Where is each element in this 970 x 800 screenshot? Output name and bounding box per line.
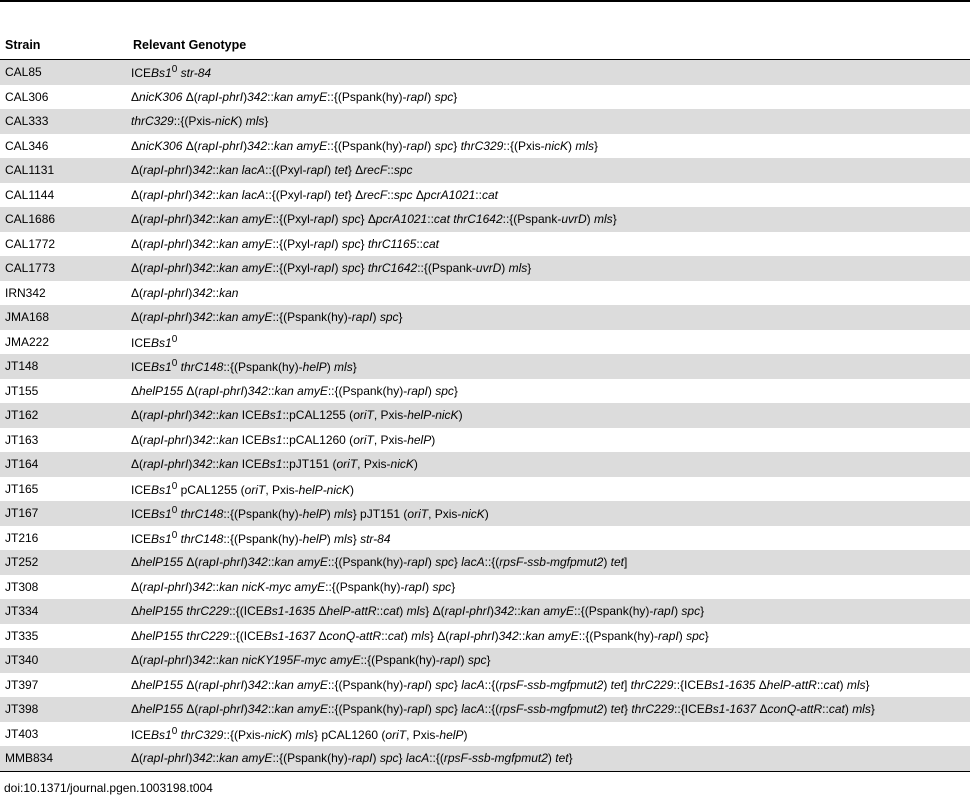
table-row xyxy=(0,550,970,575)
genotype-cell: Δ(rapI-phrI)342::kan amyE::{(Pspank(hy)-rapI) spc} xyxy=(128,305,970,330)
genotype-cell: Δ(rapI-phrI)342::kan ICEBs1::pJT151 (oriT, Pxis-nicK) xyxy=(128,452,970,477)
strain-cell: CAL306 xyxy=(0,85,128,110)
table-row xyxy=(0,85,970,110)
genotype-cell: Δ(rapI-phrI)342::kan xyxy=(128,281,970,306)
strain-cell: JT165 xyxy=(0,477,128,502)
strain-cell: CAL1144 xyxy=(0,183,128,208)
genotype-cell: ΔhelP155 Δ(rapI-phrI)342::kan amyE::{(Pspank(hy)-rapI) spc} xyxy=(128,379,970,404)
strain-cell: JT252 xyxy=(0,550,128,575)
strain-cell: JT163 xyxy=(0,428,128,453)
genotype-cell: thrC329::{(Pxis-nicK) mls} xyxy=(128,109,970,134)
genotype-cell: ΔnicK306 Δ(rapI-phrI)342::kan amyE::{(Pspank(hy)-rapI) spc} xyxy=(128,85,970,110)
header-strain: Strain xyxy=(0,30,128,60)
genotype-cell: Δ(rapI-phrI)342::kan ICEBs1::pCAL1260 (oriT, Pxis-helP) xyxy=(128,428,970,453)
genotype-cell: $ICEBs1^0$ thrC148::{(Pspank(hy)-helP) mls} str-84 xyxy=(128,526,970,551)
table-row xyxy=(0,746,970,771)
strain-table xyxy=(0,30,970,772)
table-row xyxy=(0,501,970,526)
strain-cell: JT398 xyxy=(0,697,128,722)
genotype-cell: Δ(rapI-phrI)342::kan amyE::{(Pspank(hy)-rapI) spc} lacA::{(rpsF-ssb-mgfpmut2) tet} xyxy=(128,746,970,771)
strain-cell: JT167 xyxy=(0,501,128,526)
genotype-cell: ΔhelP155 Δ(rapI-phrI)342::kan amyE::{(Pspank(hy)-rapI) spc} lacA::{(rpsF-ssb-mgfpmut2) tet] xyxy=(128,550,970,575)
genotype-cell: $ICEBs1^0$ str-84 xyxy=(128,60,970,85)
table-row xyxy=(0,624,970,649)
table-header xyxy=(0,30,970,60)
strain-cell: JT397 xyxy=(0,673,128,698)
genotype-cell: $ICEBs1^0$ pCAL1255 (oriT, Pxis-helP-nicK) xyxy=(128,477,970,502)
genotype-cell: Δ(rapI-phrI)342::kan amyE::{(Pxyl-rapI) spc} thrC1642::{(Pspank-uvrD) mls} xyxy=(128,256,970,281)
strain-cell: CAL1773 xyxy=(0,256,128,281)
table-row xyxy=(0,599,970,624)
strain-cell: CAL1131 xyxy=(0,158,128,183)
doi-caption: doi:10.1371/journal.pgen.1003198.t004 xyxy=(4,781,213,795)
strain-cell: CAL1772 xyxy=(0,232,128,257)
top-rule xyxy=(0,0,970,2)
strain-cell: JT162 xyxy=(0,403,128,428)
table-row xyxy=(0,134,970,159)
genotype-cell: $ICEBs1^0$ thrC148::{(Pspank(hy)-helP) mls} xyxy=(128,354,970,379)
strain-cell: JT308 xyxy=(0,575,128,600)
strain-cell: JT335 xyxy=(0,624,128,649)
table-row xyxy=(0,232,970,257)
table-row xyxy=(0,183,970,208)
header-relevant-genotype: Relevant Genotype xyxy=(128,30,970,60)
table-row xyxy=(0,109,970,134)
strain-cell: JT403 xyxy=(0,722,128,747)
table-row xyxy=(0,281,970,306)
strain-cell: JT216 xyxy=(0,526,128,551)
table-row xyxy=(0,158,970,183)
table-row xyxy=(0,477,970,502)
strain-cell: JT155 xyxy=(0,379,128,404)
genotype-cell: $ICEBs1^0$ xyxy=(128,330,970,355)
table-row xyxy=(0,403,970,428)
strain-cell: JMA222 xyxy=(0,330,128,355)
strain-cell: JT334 xyxy=(0,599,128,624)
table-row xyxy=(0,305,970,330)
strain-cell: CAL333 xyxy=(0,109,128,134)
header-row xyxy=(0,30,970,60)
genotype-cell: $ICEBs1^0$ thrC148::{(Pspank(hy)-helP) mls} pJT151 (oriT, Pxis-nicK) xyxy=(128,501,970,526)
table-row xyxy=(0,452,970,477)
genotype-cell: $ICEBs1^0$ thrC329::{(Pxis-nicK) mls} pCAL1260 (oriT, Pxis-helP) xyxy=(128,722,970,747)
strain-cell: JT148 xyxy=(0,354,128,379)
table-row xyxy=(0,648,970,673)
genotype-cell: Δ(rapI-phrI)342::kan nicKY195F-myc amyE::{(Pspank(hy)-rapI) spc} xyxy=(128,648,970,673)
table-body xyxy=(0,60,970,772)
genotype-cell: Δ(rapI-phrI)342::kan amyE::{(Pxyl-rapI) spc} thrC1165::cat xyxy=(128,232,970,257)
strain-cell: IRN342 xyxy=(0,281,128,306)
table-row xyxy=(0,526,970,551)
table-row xyxy=(0,256,970,281)
genotype-cell: ΔnicK306 Δ(rapI-phrI)342::kan amyE::{(Pspank(hy)-rapI) spc} thrC329::{(Pxis-nicK) mls} xyxy=(128,134,970,159)
genotype-cell: ΔhelP155 thrC229::{(ICEBs1-1635 ΔhelP-attR::cat) mls} Δ(rapI-phrI)342::kan amyE::{(Pspank(hy)-rapI) spc} xyxy=(128,599,970,624)
genotype-cell: Δ(rapI-phrI)342::kan lacA::{(Pxyl-rapI) tet} ΔrecF::spc ΔpcrA1021::cat xyxy=(128,183,970,208)
genotype-cell: ΔhelP155 thrC229::{(ICEBs1-1637 ΔconQ-attR::cat) mls} Δ(rapI-phrI)342::kan amyE::{(Pspank(hy)-rapI) spc} xyxy=(128,624,970,649)
strain-cell: MMB834 xyxy=(0,746,128,771)
table-row xyxy=(0,330,970,355)
strain-cell: JT164 xyxy=(0,452,128,477)
genotype-cell: ΔhelP155 Δ(rapI-phrI)342::kan amyE::{(Pspank(hy)-rapI) spc} lacA::{(rpsF-ssb-mgfpmut2) tet} thrC229::{ICEBs1-1637 ΔconQ-attR::cat) mls} xyxy=(128,697,970,722)
strain-cell: CAL346 xyxy=(0,134,128,159)
strain-cell: CAL1686 xyxy=(0,207,128,232)
genotype-cell: Δ(rapI-phrI)342::kan ICEBs1::pCAL1255 (oriT, Pxis-helP-nicK) xyxy=(128,403,970,428)
table-row xyxy=(0,354,970,379)
table-row xyxy=(0,207,970,232)
table-row xyxy=(0,60,970,85)
table-row xyxy=(0,428,970,453)
table-row xyxy=(0,673,970,698)
strain-cell: CAL85 xyxy=(0,60,128,85)
strain-cell: JT340 xyxy=(0,648,128,673)
table-row xyxy=(0,379,970,404)
table-row xyxy=(0,722,970,747)
table-row xyxy=(0,697,970,722)
genotype-cell: ΔhelP155 Δ(rapI-phrI)342::kan amyE::{(Pspank(hy)-rapI) spc} lacA::{(rpsF-ssb-mgfpmut2) tet] thrC229::{ICEBs1-1635 ΔhelP-attR::cat) mls} xyxy=(128,673,970,698)
table-row xyxy=(0,575,970,600)
genotype-cell: Δ(rapI-phrI)342::kan nicK-myc amyE::{(Pspank(hy)-rapI) spc} xyxy=(128,575,970,600)
strain-cell: JMA168 xyxy=(0,305,128,330)
genotype-cell: Δ(rapI-phrI)342::kan lacA::{(Pxyl-rapI) tet} ΔrecF::spc xyxy=(128,158,970,183)
genotype-cell: Δ(rapI-phrI)342::kan amyE::{(Pxyl-rapI) spc} ΔpcrA1021::cat thrC1642::{(Pspank-uvrD) mls} xyxy=(128,207,970,232)
